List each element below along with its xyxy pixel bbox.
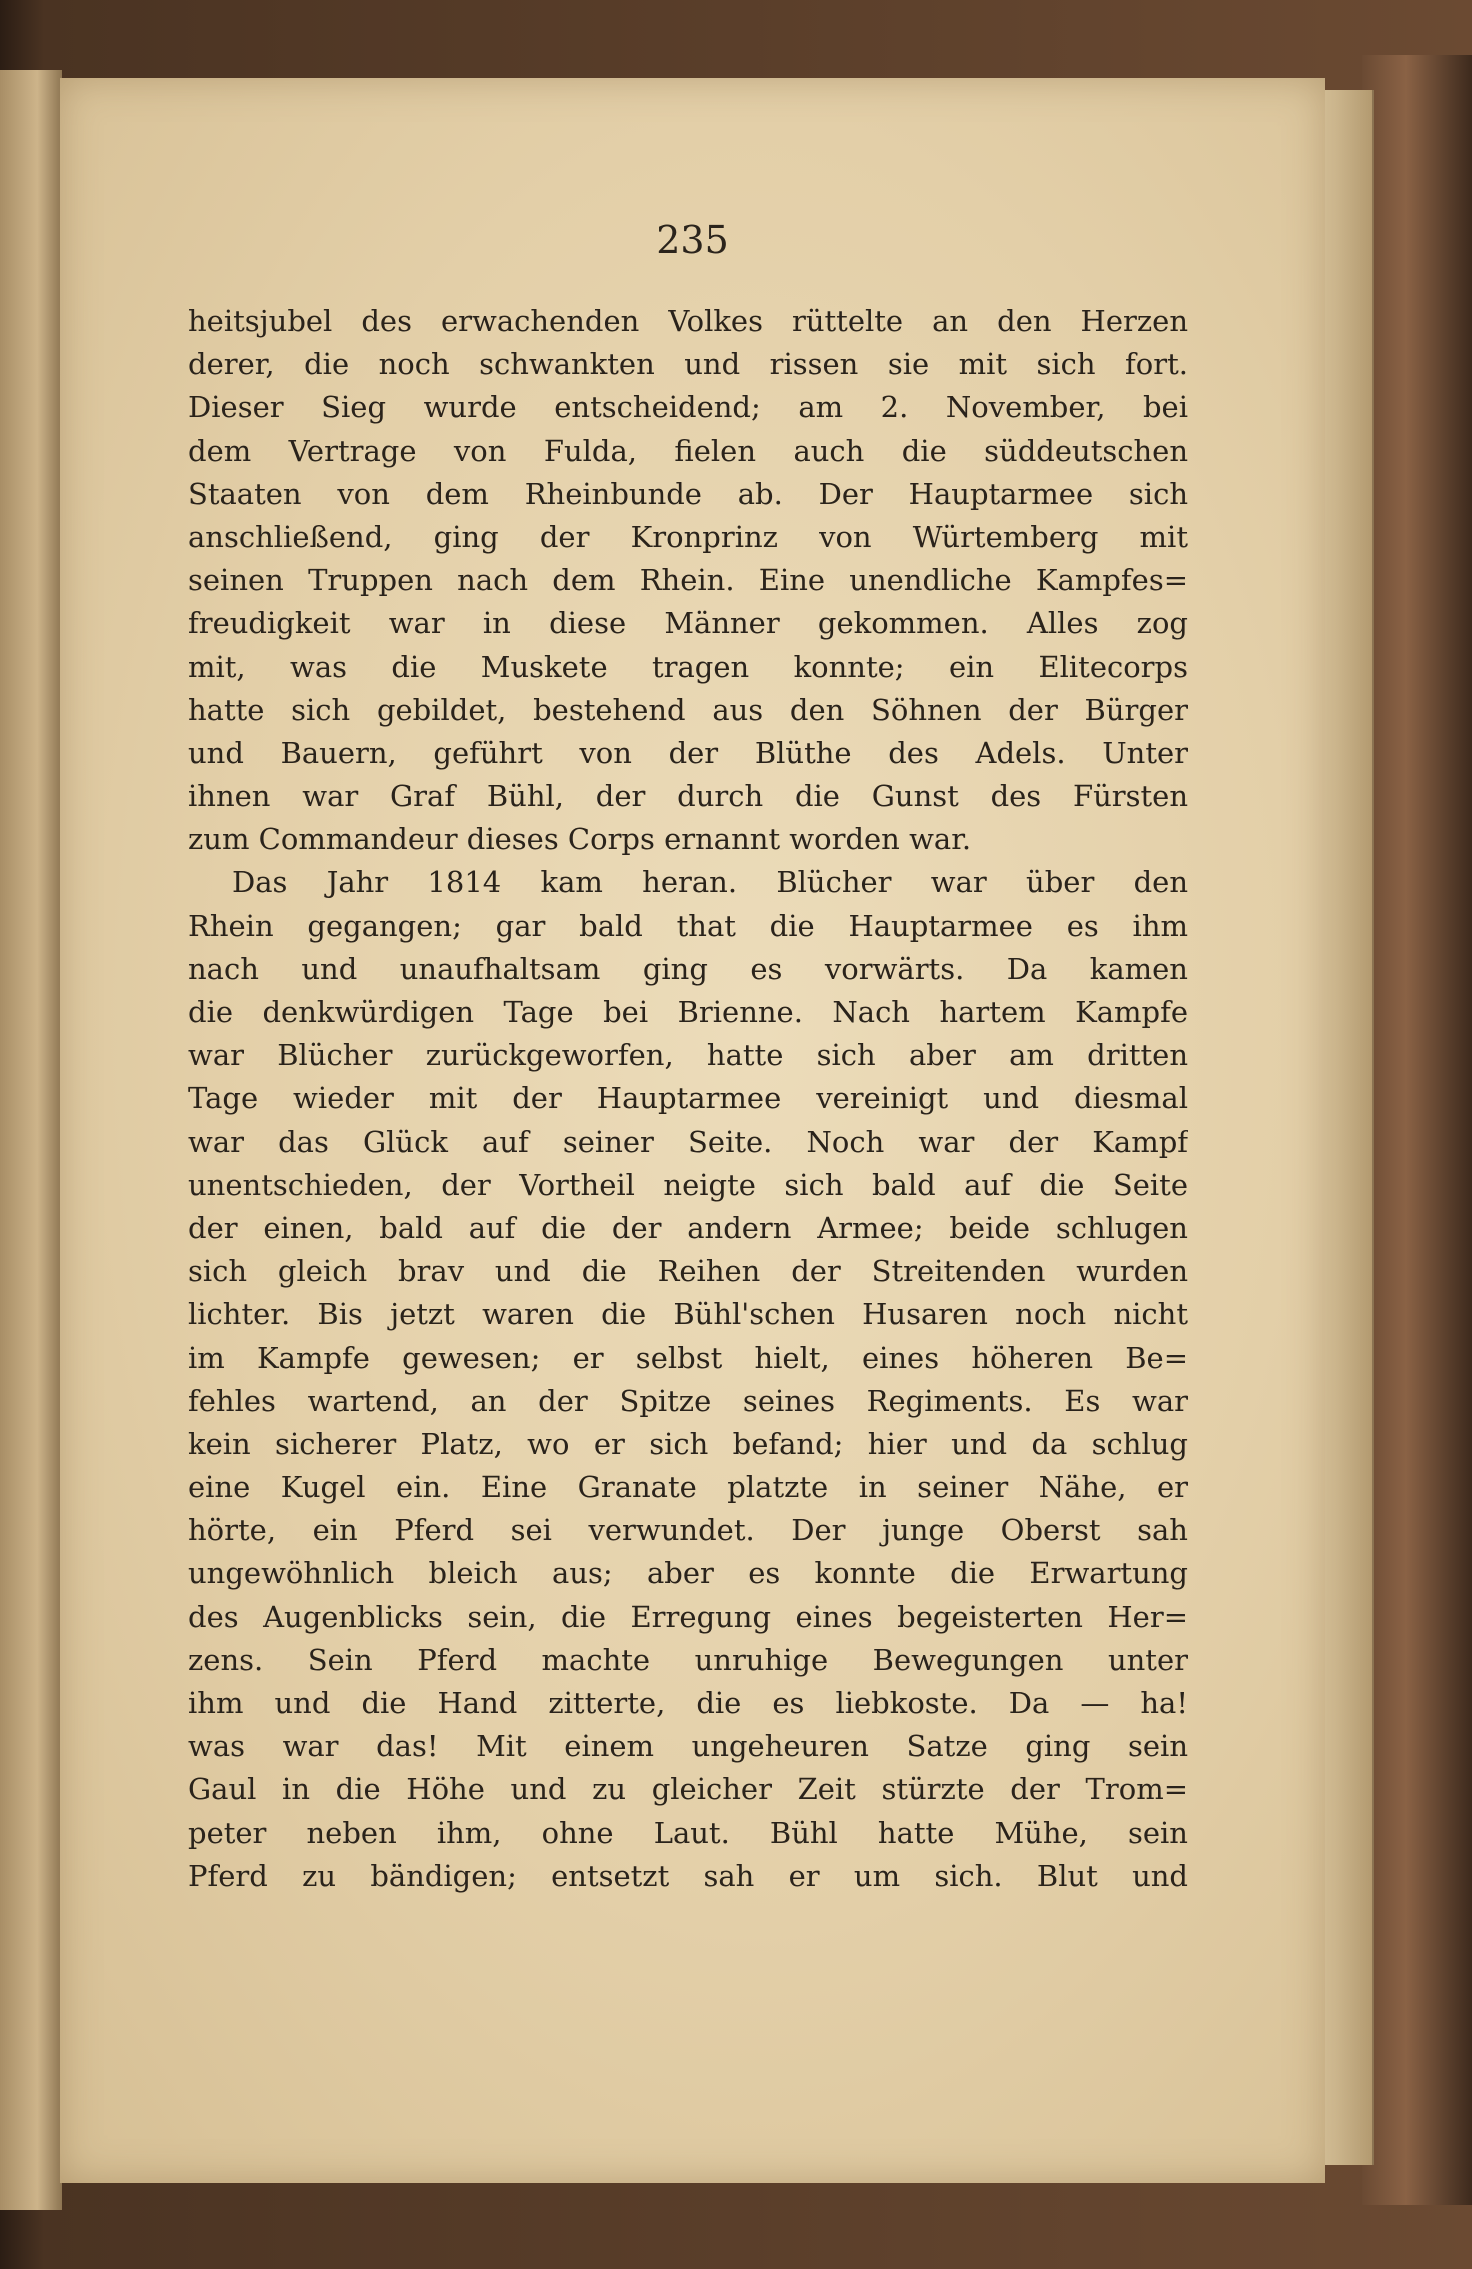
text-line: die denkwürdigen Tage bei Brienne. Nach hartem Kampfe [188, 995, 1188, 1029]
body-text [188, 300, 1188, 1898]
text-line: des Augenblicks sein, die Erregung eines begeisterten Her= [188, 1599, 1188, 1634]
text-line: zum Commandeur dieses Corps ernannt worden war. [188, 822, 972, 857]
text-line: Tage wieder mit der Hauptarmee vereinigt und diesmal [188, 1081, 1188, 1116]
text-line: Pferd zu bändigen; entsetzt sah er um sich. Blut und [188, 1858, 1188, 1893]
text-line: mit, was die Muskete tragen konnte; ein Elitecorps [188, 649, 1188, 684]
text-line: Staaten von dem Rheinbunde ab. Der Hauptarmee sich [188, 476, 1188, 511]
previous-page-edge [0, 70, 62, 2210]
text-line: ihm und die Hand zitterte, die es liebkoste. Da — ha! [188, 1686, 1188, 1720]
text-line: was war das! Mit einem ungeheuren Satze ging sein [188, 1729, 1188, 1764]
text-line: derer, die noch schwankten und rissen sie mit sich fort. [188, 347, 1188, 382]
text-line: sich gleich brav und die Reihen der Streitenden wurden [188, 1254, 1188, 1289]
text-line: freudigkeit war in diese Männer gekommen. Alles zog [188, 606, 1188, 641]
text-line: Das Jahr 1814 kam heran. Blücher war über den [232, 865, 1188, 900]
text-line: lichter. Bis jetzt waren die Bühl'schen Husaren noch nicht [188, 1297, 1188, 1332]
page-number: 235 [656, 218, 729, 262]
text-line: Gaul in die Höhe und zu gleicher Zeit stürzte der Trom= [188, 1772, 1188, 1807]
text-line: hatte sich gebildet, bestehend aus den Söhnen der Bürger [188, 692, 1188, 727]
text-line: dem Vertrage von Fulda, fielen auch die süddeutschen [188, 433, 1188, 468]
text-line: fehles wartend, an der Spitze seines Regiments. Es war [188, 1383, 1188, 1418]
text-line: nach und unaufhaltsam ging es vorwärts. Da kamen [188, 951, 1188, 986]
text-line: war das Glück auf seiner Seite. Noch war der Kampf [188, 1124, 1188, 1159]
text-line: Rhein gegangen; gar bald that die Hauptarmee es ihm [188, 908, 1188, 943]
text-line: war Blücher zurückgeworfen, hatte sich aber am dritten [188, 1038, 1188, 1073]
text-line: im Kampfe gewesen; er selbst hielt, eines höheren Be= [188, 1340, 1188, 1375]
text-line: und Bauern, geführt von der Blüthe des Adels. Unter [188, 735, 1188, 770]
book-cover-edge [1362, 55, 1472, 2205]
text-line: hörte, ein Pferd sei verwundet. Der junge Oberst sah [188, 1513, 1188, 1548]
text-line: Dieser Sieg wurde entscheidend; am 2. November, bei [188, 390, 1188, 425]
text-line: ihnen war Graf Bühl, der durch die Gunst des Fürsten [188, 779, 1188, 814]
text-line: eine Kugel ein. Eine Granate platzte in seiner Nähe, er [188, 1470, 1188, 1505]
text-line: unentschieden, der Vortheil neigte sich bald auf die Seite [188, 1167, 1188, 1202]
text-line: seinen Truppen nach dem Rhein. Eine unendliche Kampfes= [188, 563, 1188, 598]
text-line: anschließend, ging der Kronprinz von Würtemberg mit [188, 519, 1188, 554]
text-line: peter neben ihm, ohne Laut. Bühl hatte Mühe, sein [188, 1815, 1188, 1850]
text-line: zens. Sein Pferd machte unruhige Bewegungen unter [188, 1642, 1188, 1677]
text-line: ungewöhnlich bleich aus; aber es konnte die Erwartung [188, 1556, 1188, 1591]
book-page [60, 78, 1325, 2183]
text-line: der einen, bald auf die der andern Armee; beide schlugen [188, 1210, 1188, 1245]
text-line: kein sicherer Platz, wo er sich befand; hier und da schlug [188, 1426, 1188, 1461]
text-line: heitsjubel des erwachenden Volkes rüttelte an den Herzen [188, 304, 1188, 338]
